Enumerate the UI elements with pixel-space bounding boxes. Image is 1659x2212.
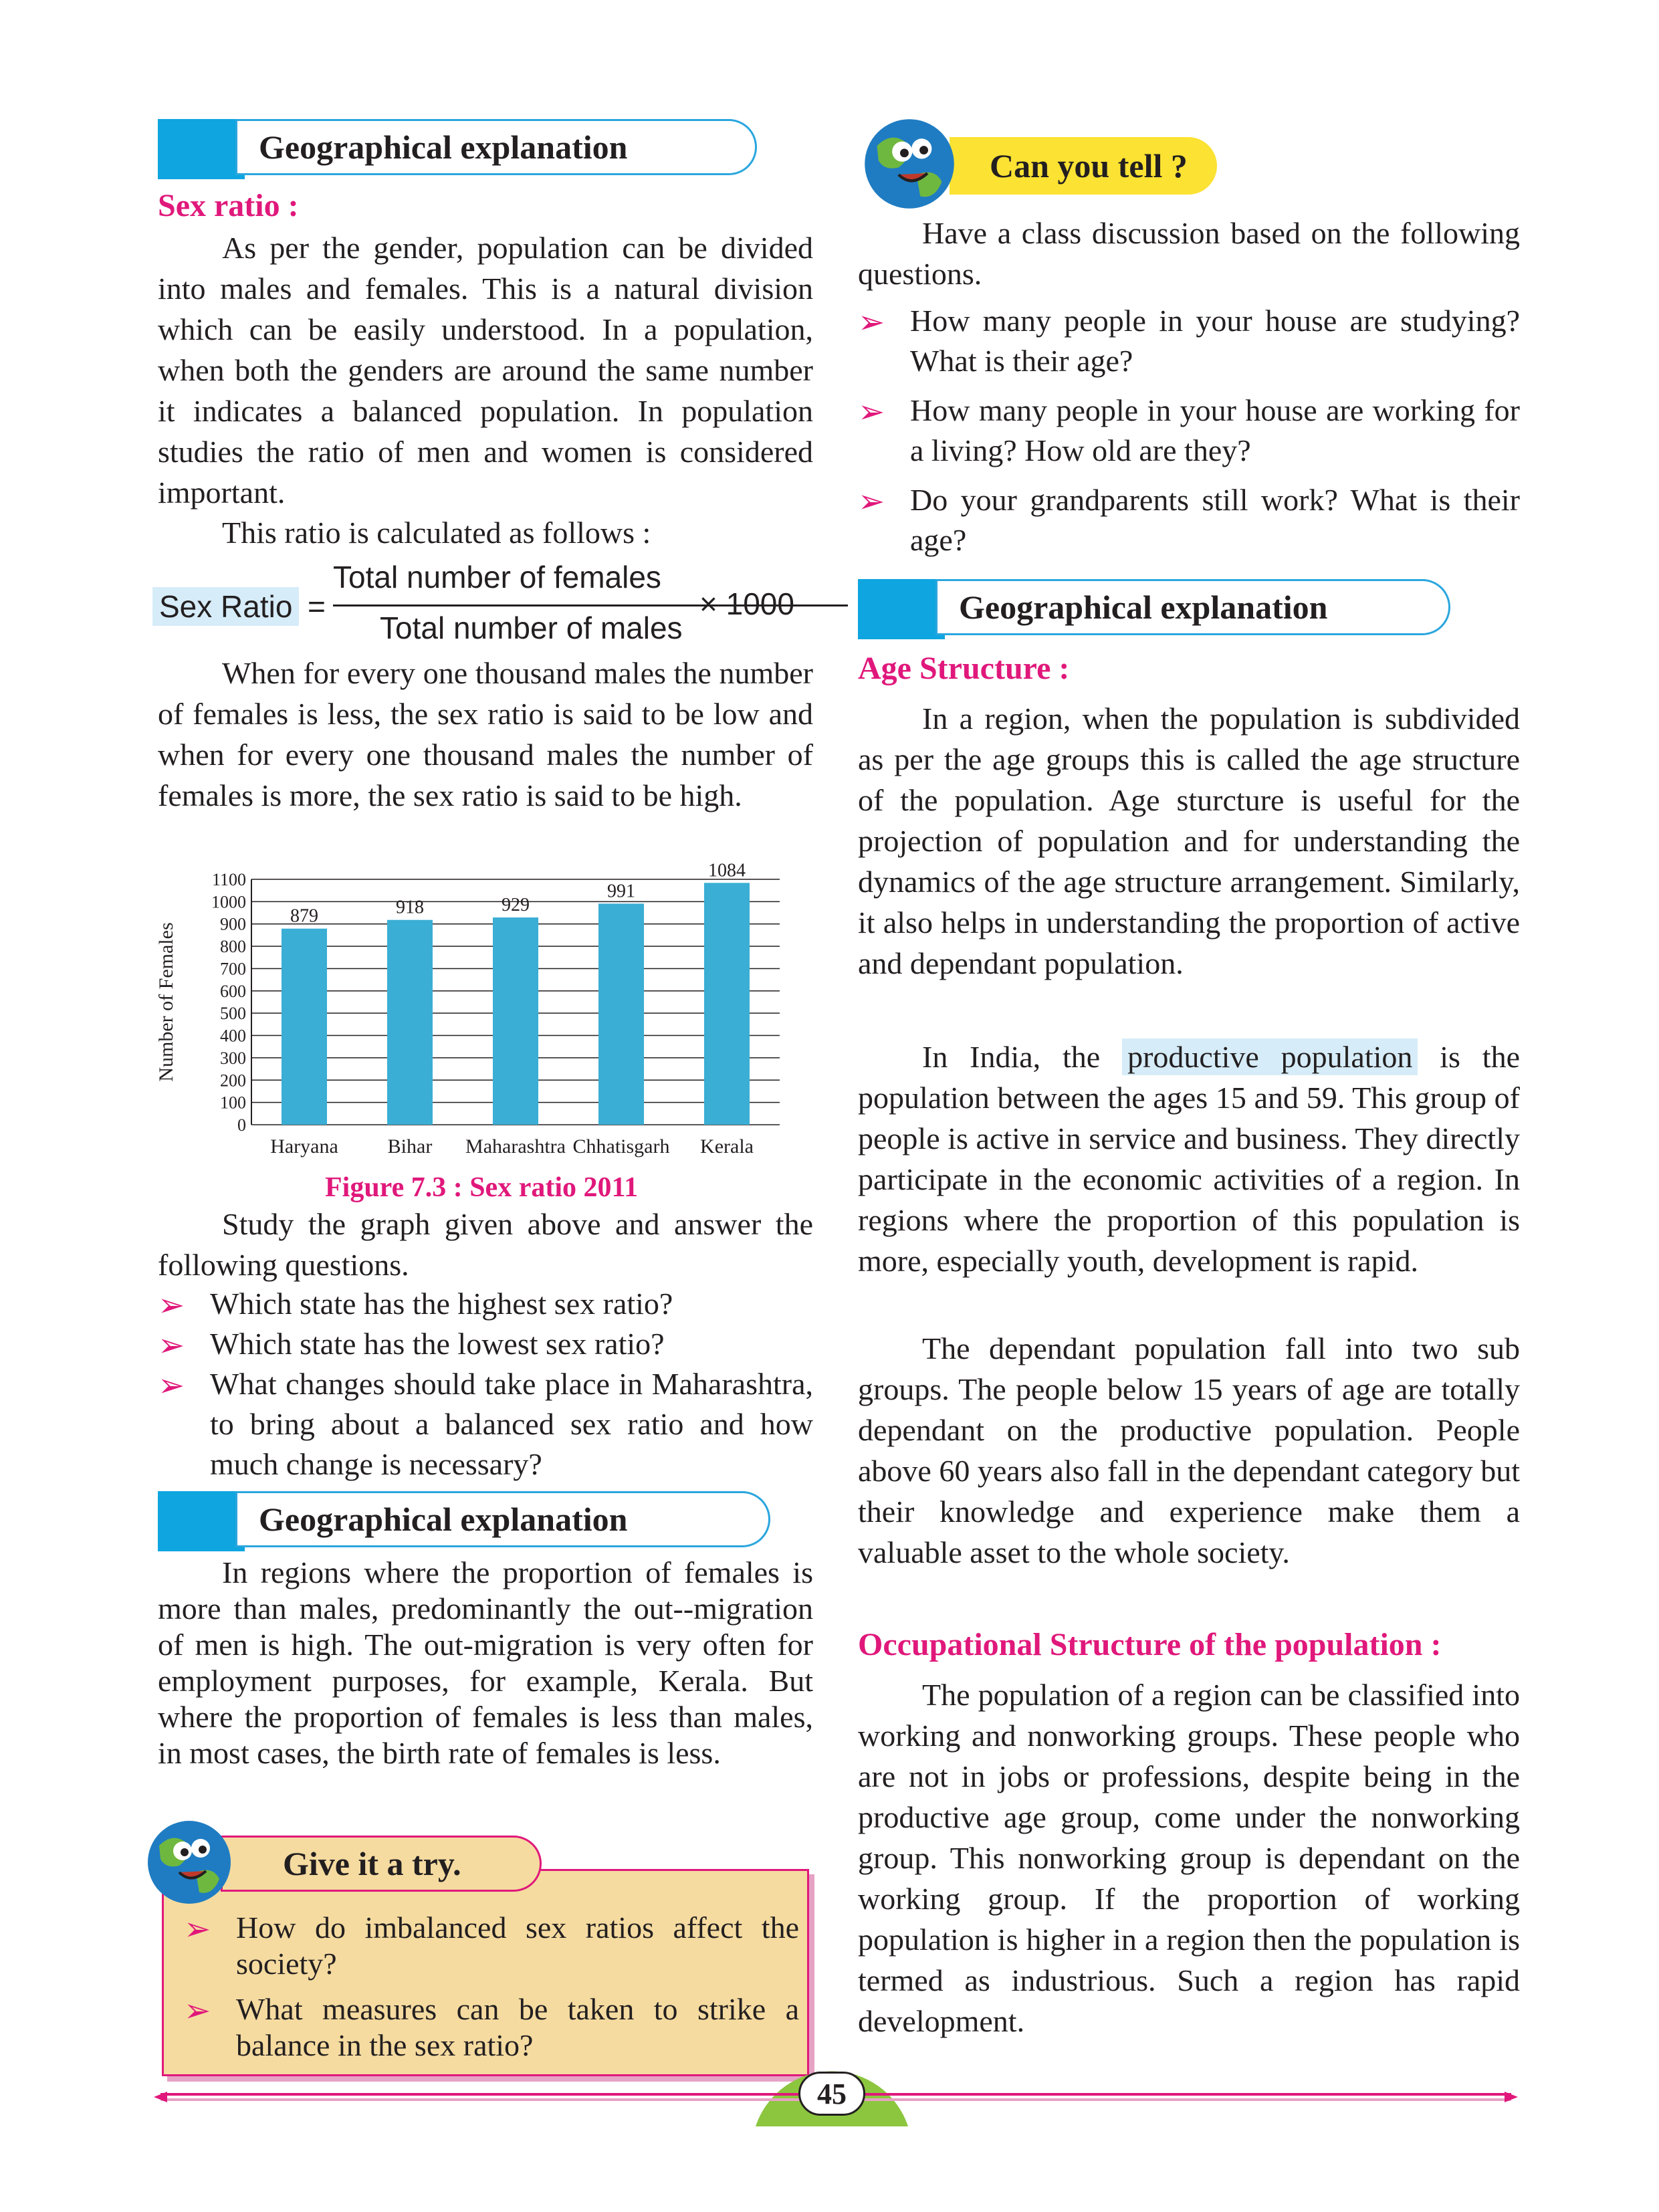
header-accent-block [858,579,945,639]
discussion-text: How many people in your house are working for a living? How old are they? [910,393,1520,467]
bar-bihar [387,920,433,1125]
y-tick-label: 900 [220,914,246,934]
x-tick-label: Kerala [700,1135,754,1157]
arrow-bullet-icon: ➢ [158,1327,185,1364]
question-item [158,1364,813,1484]
arrow-bullet-icon: ➢ [158,1287,185,1324]
arrow-bullet-icon: ➢ [858,304,885,341]
discussion-item [858,480,1520,560]
globe-mascot-icon [863,117,956,211]
arrow-bullet-icon: ➢ [184,1910,211,1948]
ratio-calc-intro: This ratio is calculated as follows : [222,516,651,550]
graph-question-intro: Study the graph given above and answer the following questions. [158,1207,813,1282]
formula-denominator: Total number of males [380,611,683,645]
arrow-bullet-icon: ➢ [858,393,885,431]
bar-chhatisgarh [598,903,644,1125]
bar-kerala [704,883,750,1125]
age-structure-paragraph: In a region, when the population is subdivided as per the age groups this is called the age structure of the population. Age sturcture is useful for the projection of population and for understanding the dynamics of the age structure arrangement. Similarly, it also helps in understanding the proportion of active and dependant population. [858,701,1520,980]
arrow-bullet-icon: ➢ [858,483,885,520]
globe-mascot-icon [146,1819,233,1906]
header-accent-block [158,1491,245,1551]
sex-ratio-bar-chart [155,860,813,1170]
question-text: Which state has the lowest sex ratio? [210,1327,665,1361]
occupational-structure-heading: Occupational Structure of the population : [858,1627,1442,1662]
discussion-text: Do your grandparents still work? What is their age? [910,483,1520,557]
data-label: 991 [607,881,635,902]
header-accent-block [158,119,245,179]
question-text: Which state has the highest sex ratio? [210,1287,673,1321]
bar-haryana [282,929,327,1125]
y-tick-label: 200 [220,1071,246,1091]
y-tick-label: 600 [220,981,246,1001]
section-header-label: Geographical explanation [235,119,757,175]
question-text: What changes should take place in Maharashtra, to bring about a balanced sex ratio and how much change is necessary? [210,1367,813,1481]
sex-ratio-explanation: When for every one thousand males the number of females is less, the sex ratio is said to be low and when for every one thousand males the number of females is more, the sex ratio is said to be high. [158,656,813,812]
section-header-label: Geographical explanation [935,579,1450,635]
formula-times-1000: × 1000 [699,586,794,621]
x-tick-label: Maharashtra [465,1135,566,1157]
highlighted-term: productive population [1122,1038,1418,1075]
question-item [158,1284,813,1324]
give-it-a-try-box [162,1869,809,2076]
dependant-population-paragraph: The dependant population fall into two sub groups. The people below 15 years of age are totally dependant on the productive population. People above 60 years also fall in the dependant category but their knowledge and experience make them a valuable asset to the whole society. [858,1331,1520,1569]
paragraph-text: In India, the [922,1040,1101,1074]
bar-maharashtra [493,917,538,1125]
y-tick-label: 1000 [211,892,246,912]
formula-equals: = [308,589,326,624]
paragraph-text: is the population between the ages 15 and 59. This group of people is active in service and business. They directly participate in the economic activities of a region. In regions where the proportion of this population is more, especially youth, development is rapid. [858,1040,1521,1278]
y-tick-label: 1100 [211,870,246,889]
y-tick-label: 0 [237,1115,246,1135]
try-item [184,1910,799,1982]
y-tick-label: 400 [220,1026,246,1046]
data-label: 918 [396,897,424,918]
y-tick-label: 800 [220,937,246,957]
arrow-bullet-icon: ➢ [158,1367,185,1404]
x-tick-label: Chhatisgarh [572,1135,670,1157]
data-label: 879 [290,905,318,927]
age-structure-heading: Age Structure : [858,651,1070,686]
sex-ratio-paragraph: As per the gender, population can be divided into males and females. This is a natural division which can be easily understood. In a population, when both the genders are around the same number it indicates a balanced population. In population studies the ratio of men and women is considered important. [158,231,813,510]
section-header-label: Geographical explanation [235,1491,770,1547]
productive-population-paragraph [858,1036,1520,1281]
data-label: 1084 [708,860,746,881]
y-tick-label: 500 [220,1004,246,1024]
discussion-item [858,301,1520,381]
question-item [158,1324,813,1364]
chart-svg [155,860,813,1170]
try-item-text: What measures can be taken to strike a balance in the sex ratio? [236,1992,799,2062]
migration-paragraph: In regions where the proportion of females is more than males, predominantly the out--migration of men is high. The out-migration is very often for employment purposes, for example, Kerala. But where the proportion of females is less than males, in most cases, the birth rate of females is less. [158,1555,813,1770]
data-label: 929 [502,895,530,916]
figure-caption: Figure 7.3 : Sex ratio 2011 [325,1172,639,1203]
discussion-text: How many people in your house are studying? What is their age? [910,304,1520,378]
try-item-text: How do imbalanced sex ratios affect the society? [236,1910,799,1981]
x-tick-label: Bihar [387,1135,433,1157]
y-tick-label: 700 [220,959,246,979]
sex-ratio-heading: Sex ratio : [158,188,299,223]
give-it-a-try-title: Give it a try. [221,1836,542,1892]
discussion-intro: Have a class discussion based on the following questions. [858,216,1520,291]
y-tick-label: 100 [220,1093,246,1113]
x-tick-label: Haryana [270,1135,338,1157]
y-axis-label: Number of Females [155,922,177,1082]
page-number: 45 [798,2072,865,2116]
discussion-item [858,391,1520,471]
formula-numerator: Total number of females [333,560,661,594]
sex-ratio-formula [152,559,821,653]
can-you-tell-title: Can you tell ? [950,137,1217,195]
formula-lhs: Sex Ratio [152,587,299,626]
y-tick-label: 300 [220,1048,246,1068]
occupational-structure-paragraph: The population of a region can be classified into working and nonworking groups. These people who are not in jobs or professions, despite being in the productive age group, come under the nonworking group. This nonworking group is dependant on the working group. If the proportion of working population is higher in a region then the population is termed as industrious. Such a region has rapid development. [858,1678,1520,2038]
arrow-bullet-icon: ➢ [184,1992,211,2029]
